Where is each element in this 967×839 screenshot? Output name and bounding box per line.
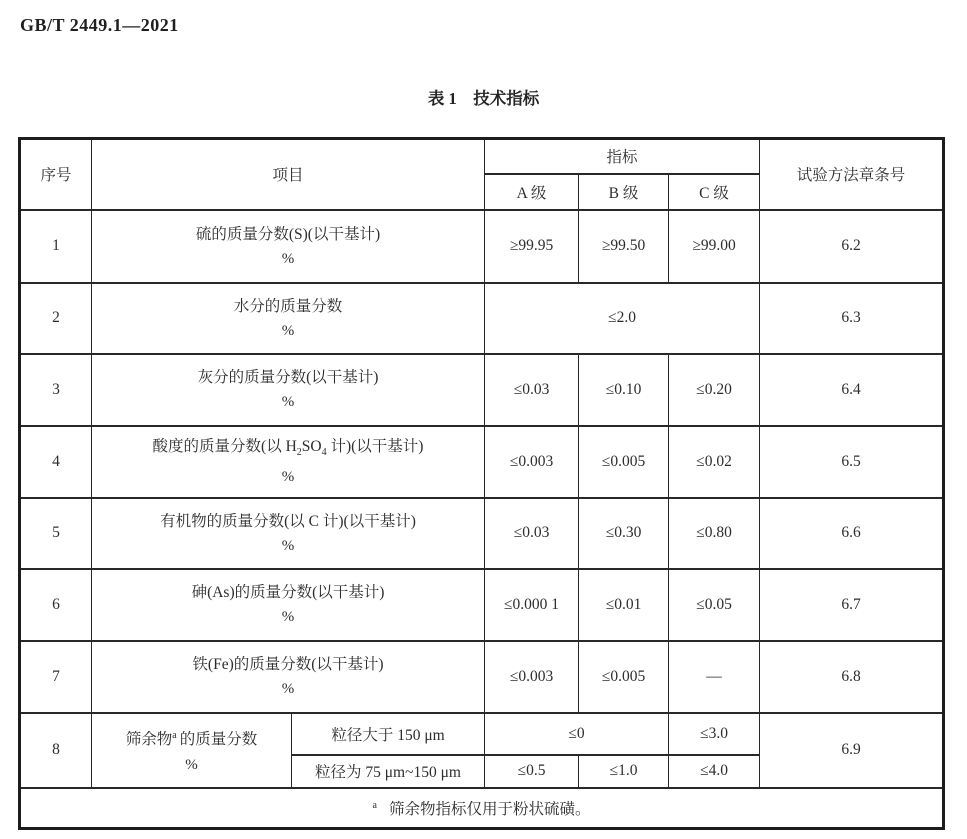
item-cell — [92, 641, 485, 713]
method-ref: 6.7 — [760, 569, 944, 641]
item-name: 灰分的质量分数(以干基计) — [197, 369, 379, 386]
method-ref: 6.8 — [760, 641, 944, 713]
table-row — [20, 498, 944, 569]
value-b: ≤0.10 — [579, 354, 669, 426]
value-a: ≤0.5 — [485, 755, 579, 788]
item-cell — [92, 210, 485, 283]
value-b: ≤1.0 — [579, 755, 669, 788]
item-unit: % — [281, 250, 295, 267]
item-name: 筛余物$^a$ 的质量分数 — [125, 730, 258, 749]
table-row — [20, 713, 944, 755]
value-a: ≤0.003 — [485, 426, 579, 498]
value-c: ≤0.20 — [669, 354, 760, 426]
item-unit: % — [281, 469, 295, 486]
header-row-1 — [20, 139, 944, 174]
row-no: 4 — [20, 426, 92, 498]
item-cell — [92, 498, 485, 569]
particle-size-label: 粒径大于 150 μm — [292, 713, 485, 755]
item-name: 水分的质量分数 — [233, 297, 343, 315]
header-grade-c: C 级 — [669, 174, 760, 210]
item-cell — [92, 569, 485, 641]
row-no: 2 — [20, 283, 92, 354]
item-unit: % — [281, 609, 295, 625]
table-row — [20, 426, 944, 498]
footnote-row — [20, 788, 944, 829]
table-row — [20, 354, 944, 426]
table-row — [20, 569, 944, 641]
standard-number: GB/T 2449.1—2021 — [20, 15, 179, 35]
spec-table — [18, 137, 945, 830]
footnote-text: 筛余物指标仅用于粉状硫磺。 — [388, 800, 591, 818]
table-footnote — [20, 788, 944, 829]
table-title: 表 1 技术指标 — [427, 89, 540, 108]
item-cell — [92, 426, 485, 498]
item-cell — [92, 354, 485, 426]
value-c: ≥99.00 — [669, 210, 760, 283]
method-ref: 6.4 — [760, 354, 944, 426]
item-unit: % — [281, 681, 295, 697]
item-unit: % — [281, 537, 295, 554]
header-no: 序号 — [20, 139, 92, 210]
row-no: 3 — [20, 354, 92, 426]
table-row — [20, 283, 944, 354]
value-c: ≤0.80 — [669, 498, 760, 569]
header-grade-a: A 级 — [485, 174, 579, 210]
item-name: 酸度的质量分数(以 $H_2SO_4$ 计)(以干基计) — [152, 437, 424, 459]
value-c: ≤4.0 — [669, 755, 760, 788]
row-no: 6 — [20, 569, 92, 641]
value-b: ≤0.005 — [579, 426, 669, 498]
header-item: 项目 — [92, 139, 485, 210]
row-no: 7 — [20, 641, 92, 713]
value-b: ≥99.50 — [579, 210, 669, 283]
item-unit: % — [281, 394, 295, 410]
footnote-marker: a — [172, 730, 177, 742]
value-a: ≤0.003 — [485, 641, 579, 713]
value-a: ≤0.03 — [485, 498, 579, 569]
method-ref: 6.5 — [760, 426, 944, 498]
row-no: 8 — [20, 713, 92, 788]
footnote-marker: a — [372, 799, 377, 811]
item-cell — [92, 713, 292, 788]
item-name: 硫的质量分数(S)(以干基计) — [195, 225, 381, 243]
value-a: ≥99.95 — [485, 210, 579, 283]
method-ref: 6.3 — [760, 283, 944, 354]
row-no: 5 — [20, 498, 92, 569]
value-ab: ≤0 — [485, 713, 669, 755]
table-row — [20, 210, 944, 283]
value-c: — — [669, 641, 760, 713]
item-cell — [92, 283, 485, 354]
item-name: 有机物的质量分数(以 C 计)(以干基计) — [160, 512, 416, 530]
row-no: 1 — [20, 210, 92, 283]
item-name: 铁(Fe)的质量分数(以干基计) — [192, 656, 384, 673]
particle-size-label: 粒径为 75 μm~150 μm — [292, 755, 485, 788]
table-row — [20, 641, 944, 713]
item-unit: % — [185, 756, 198, 773]
value-a: ≤0.000 1 — [485, 569, 579, 641]
method-ref: 6.2 — [760, 210, 944, 283]
header-method: 试验方法章条号 — [760, 139, 944, 210]
header-indicator: 指标 — [485, 139, 760, 174]
value-b: ≤0.01 — [579, 569, 669, 641]
method-ref: 6.6 — [760, 498, 944, 569]
value-a: ≤0.03 — [485, 354, 579, 426]
value-c: ≤0.05 — [669, 569, 760, 641]
header-grade-b: B 级 — [579, 174, 669, 210]
value-abc: ≤2.0 — [485, 283, 760, 354]
value-c: ≤3.0 — [669, 713, 760, 755]
item-name: 砷(As)的质量分数(以干基计) — [191, 584, 385, 601]
value-b: ≤0.005 — [579, 641, 669, 713]
value-b: ≤0.30 — [579, 498, 669, 569]
value-c: ≤0.02 — [669, 426, 760, 498]
method-ref: 6.9 — [760, 713, 944, 788]
item-unit: % — [281, 322, 295, 339]
